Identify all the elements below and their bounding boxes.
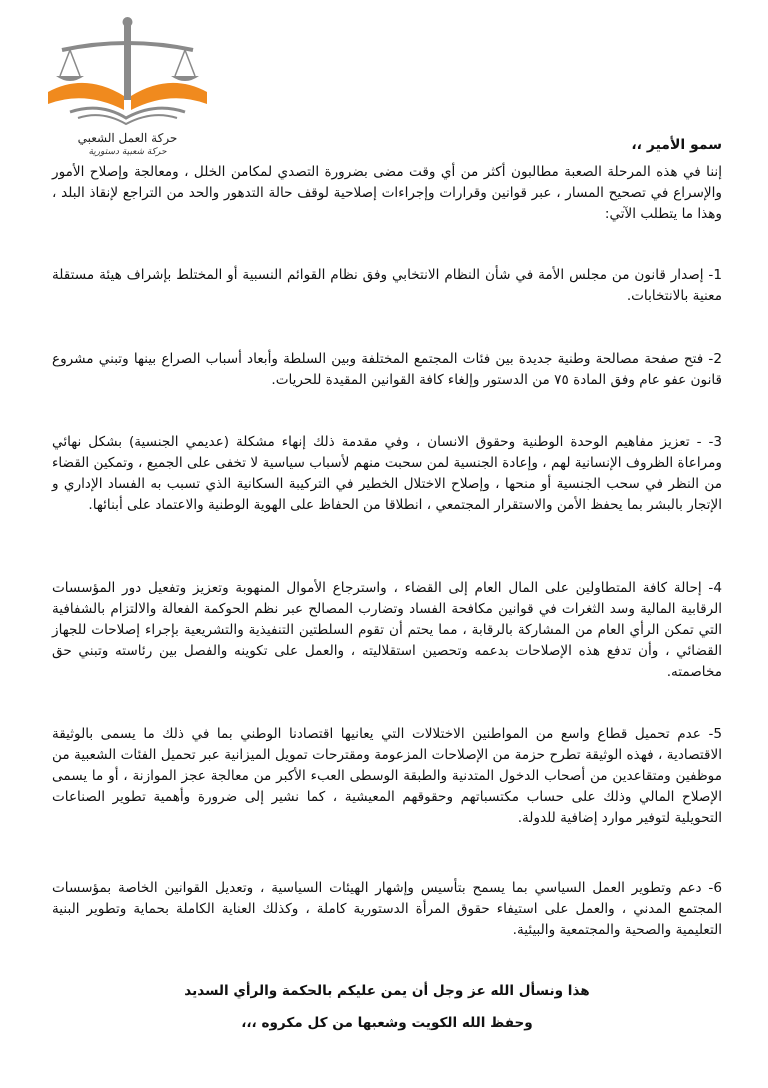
scales-of-justice-icon — [40, 14, 215, 134]
demand-item-6: 6- دعم وتطوير العمل السياسي بما يسمح بتأسيس وإشهار الهيئات السياسية ، وتعديل القوانين الخاصة بمؤسسات المجتمع المدني ، والعمل على استيفاء حقوق المرأة الدستورية كاملة ، وكذلك العناية الكاملة بحماية وتطوير البنية التعليمية والصحية والمجتمعية والبيئية. — [52, 880, 722, 938]
demand-item-4: 4- إحالة كافة المتطاولين على المال العام إلى القضاء ، واسترجاع الأموال المنهوبة وتعزيز وتفعيل دور المؤسسات الرقابية المالية وسد الثغرات في قوانين مكافحة الفساد وتضارب المصالح عبر نظم الحوكمة الفعالة والالتزام بالشفافية التي تمكن الرأي العام من المشاركة بالرقابة ، مما يحتم أن تقوم السلطتين التنفيذية والتشريعية بإجراء إصلاحات للجهاز القضائي ، وأن تدفع هذه الإصلاحات بدعمه وتحصين استقلاليته ، والعمل على تكوينه والفصل بين رئاسته وتبني حق مخاصمته. — [52, 580, 722, 680]
demand-item-1: 1- إصدار قانون من مجلس الأمة في شأن النظام الانتخابي وفق نظام القوائم النسبية أو المختلط بإشراف هيئة مستقلة معنية بالانتخابات. — [52, 267, 722, 304]
demand-item-2: 2- فتح صفحة مصالحة وطنية جديدة بين فئات المجتمع المختلفة وبين السلطة وأبعاد أسباب الصراع بينها وتبني مشروع قانون عفو عام وفق المادة ٧٥ من الدستور وإلغاء كافة القوانين المقيدة للحريات. — [52, 351, 722, 388]
demand-item-3: 3- - تعزيز مفاهيم الوحدة الوطنية وحقوق الانسان ، وفي مقدمة ذلك إنهاء مشكلة (عديمي الجنسية) بشكل نهائي ومراعاة الظروف الإنسانية لهم ، وإعادة الجنسية لمن سحبت منهم لأسباب سياسية لا تخفى على الجميع ، وتمكين القضاء من النظر في سحب الجنسية أو منحها ، وإصلاح الاختلال الخطير في التركيبة السكانية الذي تسبب به الفساد الإداري و الإتجار بالبشر بما يحفظ الأمن والاستقرار المجتمعي ، انطلاقا من الحفاظ على الهوية الوطنية والاعتماد على أبنائها. — [52, 434, 722, 513]
demand-item-5: 5- عدم تحميل قطاع واسع من المواطنين الاختلالات التي يعانيها اقتصادنا الوطني بما في ذلك ما يسمى بالوثيقة الاقتصادية ، فهذه الوثيقة تطرح حزمة من الإصلاحات المزعومة ومقترحات تمويل الميزانية عبر تحميل الفئات الشعبية من موظفين ومتقاعدين من أصحاب الدخول المتدنية والطبقة الوسطى العبء الأكبر من معالجة عجز الموازنة ، أو ما يسمى الإصلاح المالي وذلك على حساب مكتسباتهم وحقوقهم المعيشية ، كما نشير إلى ضرورة وأهمية تطوير الصناعات التحويلية لتوفير موارد إضافية للدولة. — [52, 726, 722, 826]
logo-subtitle: حركة شعبية دستورية — [88, 147, 167, 157]
salutation: سمو الأمير ،، — [631, 137, 722, 153]
intro-paragraph: إننا في هذه المرحلة الصعبة مطالبون أكثر من أي وقت مضى بضرورة التصدي لمكامن الخلل ، ومعالجة وإصلاح الأمور والإسراع في تصحيح المسار ، عبر قوانين وقرارات وإجراءات إصلاحية لوقف حالة التدهور والحد من التراجع لإنقاذ البلد ، وهذا ما يتطلب الآتي: — [52, 164, 722, 222]
logo-name: حركة العمل الشعبي — [77, 131, 178, 145]
closing-blessing: وحفظ الله الكويت وشعبها من كل مكروه ،،، — [241, 1015, 533, 1031]
closing-prayer: هذا ونسأل الله عز وجل أن يمن عليكم بالحكمة والرأي السديد — [184, 983, 590, 999]
